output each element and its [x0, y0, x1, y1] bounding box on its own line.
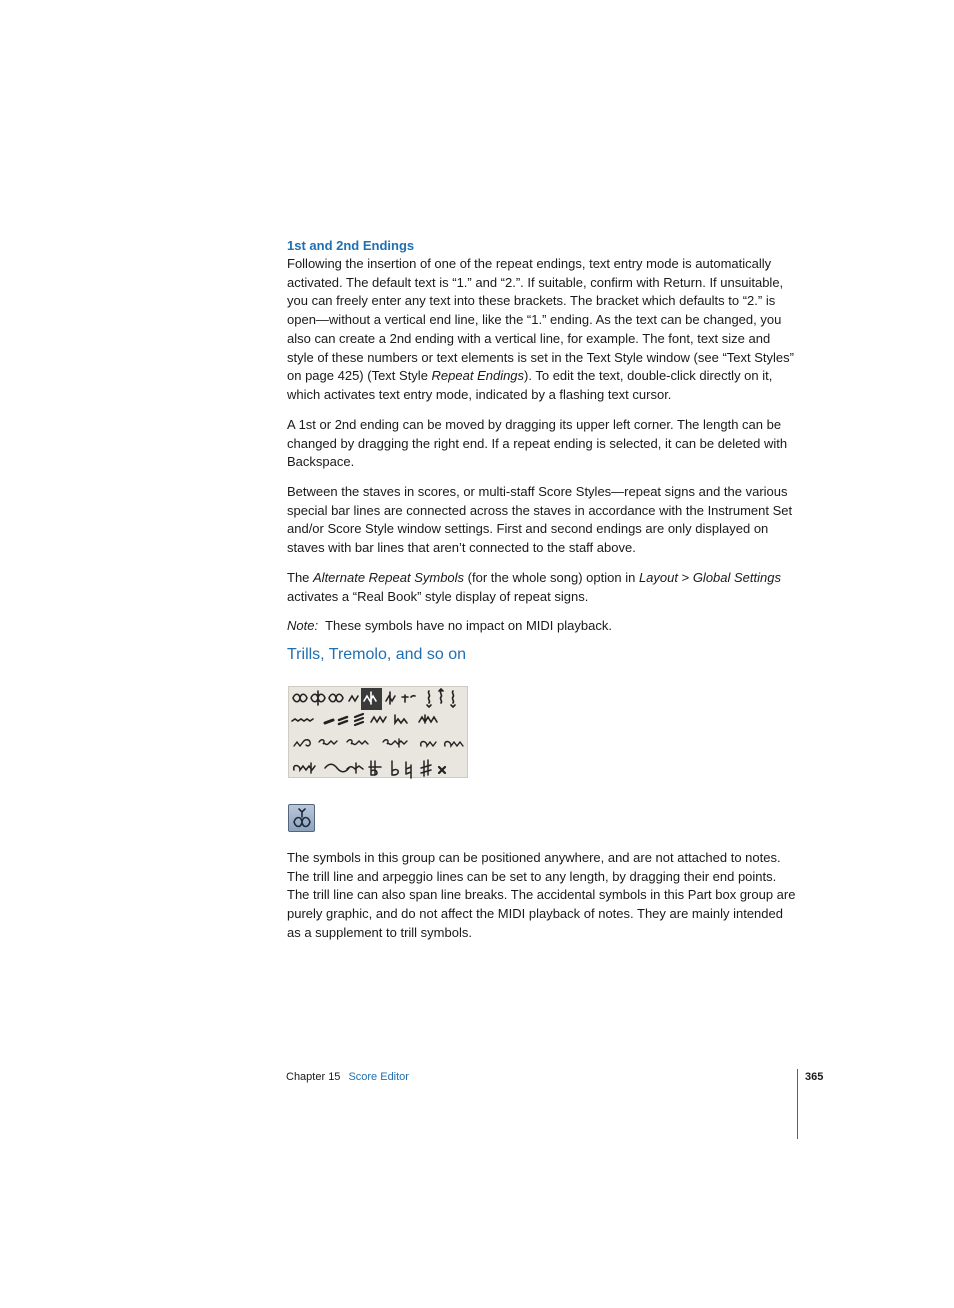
gliss-2-icon: [319, 740, 337, 745]
note-label: Note:: [287, 618, 319, 633]
text-run: ). To edit the text, double-click directly on it, which activates text entry mode, indicated by a flashing text cursor.: [287, 368, 773, 402]
double-sharp-icon: [439, 767, 445, 773]
text-run: (for the whole song) option in: [464, 570, 639, 585]
wavy-line-3-icon: [419, 715, 437, 723]
gliss-3-icon: [347, 740, 368, 745]
gliss-4-icon: [383, 739, 407, 747]
turn-icon: [293, 694, 307, 702]
turn-slash-icon: [311, 691, 325, 705]
double-flat-icon: [369, 761, 381, 775]
rich-paragraph: [287, 569, 797, 606]
mordent-slash-icon: [386, 692, 395, 704]
italic-term: Alternate Repeat Symbols: [313, 570, 465, 585]
paragraph-text: A 1st or 2nd ending can be moved by dragging its upper left corner. The length can be changed by dragging the right end. If a repeat ending is selected, it can be deleted with Backspace.: [287, 417, 788, 470]
sharp-icon: [421, 760, 431, 776]
text-run: Following the insertion of one of the repeat endings, text entry mode is automatically activated. The default text is “1.” and “2.”. If suitable, confirm with Return. If unsuitable, you can freely enter any text into these brackets. The bracket which defaults to “2.” is open—without a vertical end line, like the “1.” ending. As the text can be changed, you also can create a 2nd ending with a vertical line, for example. The font, text size and style of these numbers or text elements is set in the Text Style window (see “Text Styles” on page 425) (Text Style: [287, 256, 794, 384]
trill-symbols-palette: [288, 686, 468, 778]
paragraph-text: The symbols in this group can be positioned anywhere, and are not attached to notes. The trill line and arpeggio lines can be set to any length, by dragging their end points. The trill line can also span line breaks. The accidental symbols in this Part box group are purely graphic, and do not affect the MIDI playback of notes. They are mainly intended as a supplement to trill symbols.: [287, 850, 796, 940]
page-number: 365: [805, 1071, 824, 1083]
tremolo-3-icon: [355, 714, 363, 725]
wavy-line-icon: [371, 717, 386, 722]
footer-chapter: [286, 1071, 409, 1083]
tilde-slash-icon: [347, 763, 363, 773]
turn-icon-2: [329, 694, 343, 702]
endings-paragraph-3: [287, 483, 797, 558]
palette-symbols-graphic: [289, 687, 469, 779]
arpeggio-icon: [439, 689, 443, 703]
italic-term: Repeat Endings: [431, 368, 525, 384]
paragraph-text: Between the staves in scores, or multi-staff Score Styles—repeat signs and the various special bar lines are connected across the staves in accordance with the Instrument Set and/or Score Style window settings. First and second endings are only displayed on staves with bar lines that aren’t connected to the staff above.: [287, 484, 793, 556]
trill-end-icon: [294, 763, 315, 773]
text-run: The: [287, 570, 314, 585]
arpeggio-up-icon: [427, 691, 431, 707]
section-title-trills: Trills, Tremolo, and so on: [287, 646, 467, 663]
note-text: These symbols have no impact on MIDI playback.: [325, 618, 612, 633]
endings-paragraph-4: [287, 569, 797, 606]
flat-icon: [392, 761, 398, 775]
turn-symbol-button[interactable]: [288, 804, 315, 832]
italic-term: Layout: [638, 570, 678, 585]
gliss-1-icon: [294, 740, 310, 746]
gliss-5-icon: [421, 742, 436, 747]
text-run: activates a “Real Book” style display of repeat signs.: [287, 588, 589, 604]
arpeggio-down-icon: [451, 691, 455, 707]
trill-line-icon: [292, 719, 313, 721]
trills-paragraph-1: [287, 849, 797, 943]
rich-paragraph: [287, 255, 797, 405]
text-run: >: [677, 570, 693, 585]
turn-symbol-icon: [289, 805, 314, 831]
tilde-icon: [325, 764, 349, 772]
tremolo-2-icon: [339, 717, 347, 724]
footer-chapter-number: Chapter 15: [286, 1071, 341, 1083]
trill-tr-icon: [402, 695, 415, 702]
footer-divider: [797, 1069, 798, 1139]
section-heading-endings: 1st and 2nd Endings: [287, 238, 415, 253]
endings-paragraph-1: [287, 255, 797, 405]
natural-icon: [406, 762, 411, 778]
italic-term: Global Settings: [692, 570, 781, 585]
endings-paragraph-2: [287, 416, 797, 472]
wavy-line-2-icon: [395, 715, 407, 723]
tremolo-1-icon: [325, 720, 333, 723]
mordent-icon: [349, 696, 358, 701]
note-paragraph: [287, 617, 797, 636]
footer-chapter-title-link[interactable]: Score Editor: [348, 1071, 409, 1083]
gliss-6-icon: [445, 742, 463, 747]
